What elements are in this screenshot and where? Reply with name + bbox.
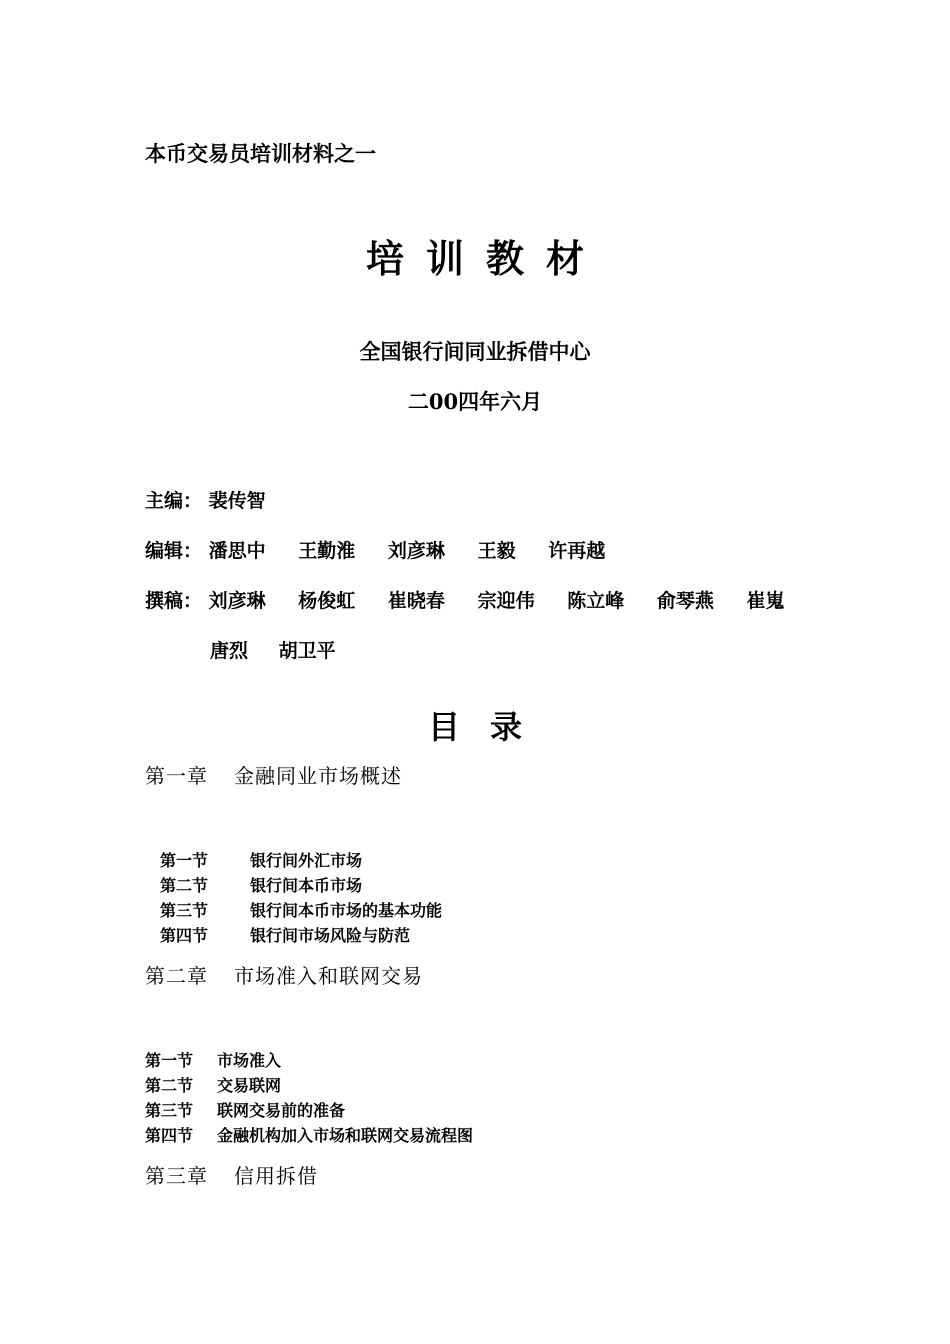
- section-number: 第三节: [145, 1101, 194, 1120]
- toc-chapter-2[interactable]: [145, 960, 423, 989]
- writer-name: 刘彦琳: [208, 590, 266, 612]
- section-title: 银行间市场风险与防范: [250, 926, 411, 945]
- toc-section[interactable]: [145, 1098, 473, 1123]
- chapter-number: 第一章: [145, 764, 208, 788]
- document-title: 培训教材: [365, 236, 606, 281]
- writer-name: 杨俊虹: [298, 590, 356, 612]
- writers-label: 撰稿：: [145, 590, 203, 612]
- chapter-title: 金融同业市场概述: [234, 764, 402, 788]
- editor-name: 王毅: [477, 540, 516, 562]
- toc-section[interactable]: [160, 848, 442, 873]
- editor-name: 潘思中: [208, 540, 266, 562]
- editor-name: 许再越: [548, 540, 606, 562]
- organization-name: 全国银行间同业拆借中心: [359, 339, 591, 364]
- section-number: 第一节: [145, 1051, 194, 1070]
- writer-name: 崔晓春: [387, 590, 445, 612]
- section-title: 银行间本币市场的基本功能: [250, 901, 443, 920]
- section-number: 第三节: [160, 901, 209, 920]
- writer-name: 胡卫平: [278, 640, 336, 662]
- toc-section[interactable]: [160, 898, 442, 923]
- toc-section[interactable]: [145, 1123, 473, 1148]
- toc-chapter-1-sections: [160, 848, 442, 948]
- section-number: 第四节: [145, 1126, 194, 1145]
- toc-chapter-2-sections: [145, 1048, 473, 1148]
- section-number: 第二节: [145, 1076, 194, 1095]
- section-number: 第二节: [160, 876, 209, 895]
- series-label: 本币交易员培训材料之一: [145, 141, 376, 166]
- chief-editor-label: 主编：: [145, 490, 203, 512]
- chapter-number: 第三章: [145, 1164, 208, 1188]
- section-title: 联网交易前的准备: [217, 1101, 346, 1120]
- editor-name: 刘彦琳: [387, 540, 445, 562]
- section-number: 第一节: [160, 851, 209, 870]
- section-title: 银行间本币市场: [250, 876, 363, 895]
- section-title: 市场准入: [217, 1051, 282, 1070]
- toc-section[interactable]: [145, 1048, 473, 1073]
- writer-name: 唐烈: [210, 640, 249, 662]
- editor-name: 王勤淮: [298, 540, 356, 562]
- publication-date: 二00四年六月: [407, 389, 543, 414]
- section-title: 银行间外汇市场: [250, 851, 363, 870]
- editors-line: [145, 536, 605, 563]
- toc-chapter-1[interactable]: [145, 760, 402, 789]
- chapter-title: 市场准入和联网交易: [234, 964, 423, 988]
- toc-title: 目录: [427, 708, 552, 746]
- writer-name: 俞琴燕: [656, 590, 714, 612]
- toc-section[interactable]: [160, 923, 442, 948]
- toc-section[interactable]: [145, 1073, 473, 1098]
- section-title: 金融机构加入市场和联网交易流程图: [217, 1126, 474, 1145]
- writer-name: 宗迎伟: [477, 590, 535, 612]
- chapter-number: 第二章: [145, 964, 208, 988]
- writer-name: 崔嵬: [746, 590, 785, 612]
- chapter-title: 信用拆借: [234, 1164, 318, 1188]
- writers-line: [145, 586, 785, 613]
- toc-section[interactable]: [160, 873, 442, 898]
- writer-name: 陈立峰: [567, 590, 625, 612]
- chief-editor-name: 裴传智: [208, 490, 266, 512]
- writers-line-continued: [210, 636, 360, 663]
- toc-chapter-3[interactable]: [145, 1160, 318, 1189]
- editors-label: 编辑：: [145, 540, 203, 562]
- section-title: 交易联网: [217, 1076, 282, 1095]
- section-number: 第四节: [160, 926, 209, 945]
- chief-editor-line: [145, 486, 266, 513]
